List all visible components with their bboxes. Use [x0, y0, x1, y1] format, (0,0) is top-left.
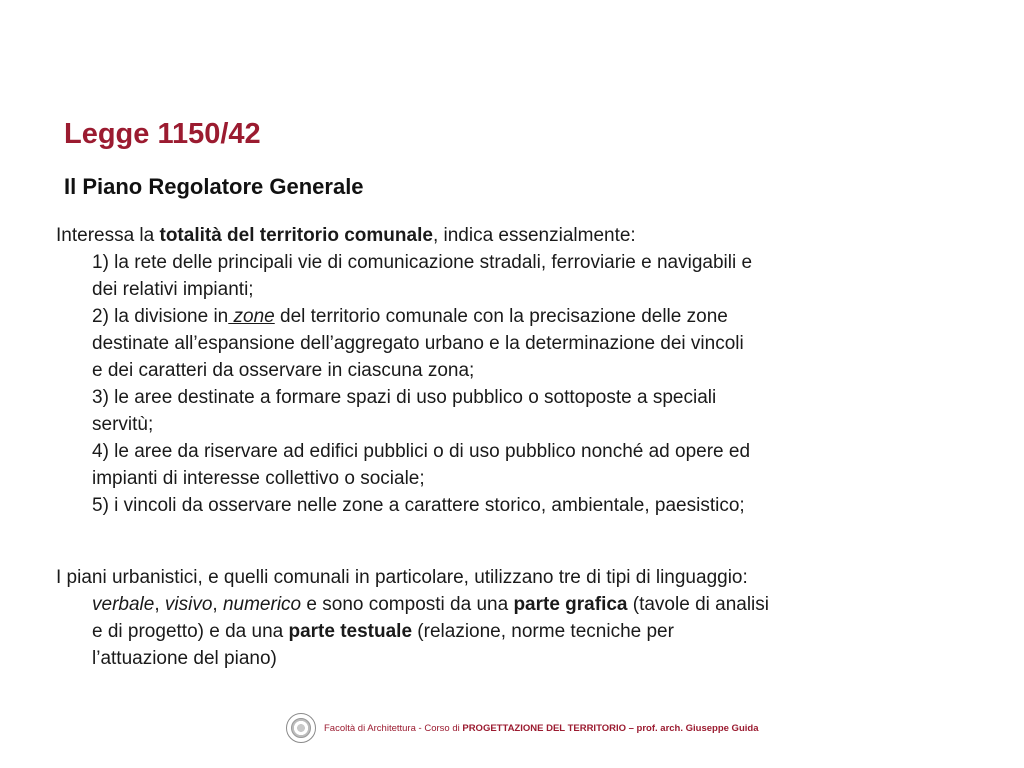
language-line-3: e di progetto) e da una parte testuale (relazione, norme tecniche per [92, 621, 674, 642]
intro-bold: totalità del territorio comunale [159, 225, 433, 246]
language-line-4: l’attuazione del piano) [92, 648, 277, 669]
item-2-line-a: 2) la divisione in zone del territorio comunale con la precisazione delle zone [92, 306, 728, 327]
territory-contents-paragraph [56, 222, 986, 519]
zone-link[interactable]: zone [228, 306, 275, 327]
footer [286, 712, 758, 744]
slide-subtitle: Il Piano Regolatore Generale [64, 174, 364, 199]
item-2-line-c: e dei caratteri da osservare in ciascuna zona; [92, 360, 475, 381]
item-2-line-b: destinate all’espansione dell’aggregato urbano e la determinazione dei vincoli [92, 333, 744, 354]
item-4-line-b: impianti di interesse collettivo o sociale; [92, 468, 425, 489]
item-1-line-a: 1) la rete delle principali vie di comunicazione stradali, ferroviarie e navigabili e [92, 252, 753, 273]
item-4-line-a: 4) le aree da riservare ad edifici pubblici o di uso pubblico nonché ad opere ed [92, 441, 751, 462]
item-1-line-b: dei relativi impianti; [92, 279, 254, 300]
slide-title: Legge 1150/42 [64, 118, 261, 150]
intro-line: Interessa la totalità del territorio comunale, indica essenzialmente: [56, 225, 636, 246]
footer-text: Facoltà di Architettura - Corso di PROGETTAZIONE DEL TERRITORIO – prof. arch. Giuseppe Guida [324, 722, 759, 734]
language-types-paragraph [56, 564, 986, 672]
course-name: PROGETTAZIONE DEL TERRITORIO – prof. arch. Giuseppe Guida [462, 722, 759, 734]
university-seal-icon [286, 713, 316, 743]
item-3-line-a: 3) le aree destinate a formare spazi di uso pubblico o sottoposte a speciali [92, 387, 717, 408]
language-line-2: verbale, visivo, numerico e sono composti da una parte grafica (tavole di analisi [92, 594, 770, 615]
item-5-line-a: 5) i vincoli da osservare nelle zone a carattere storico, ambientale, paesistico; [92, 495, 745, 516]
item-3-line-b: servitù; [92, 414, 154, 435]
language-line-1: I piani urbanistici, e quelli comunali in particolare, utilizzano tre di tipi di linguaggio: [56, 567, 748, 588]
